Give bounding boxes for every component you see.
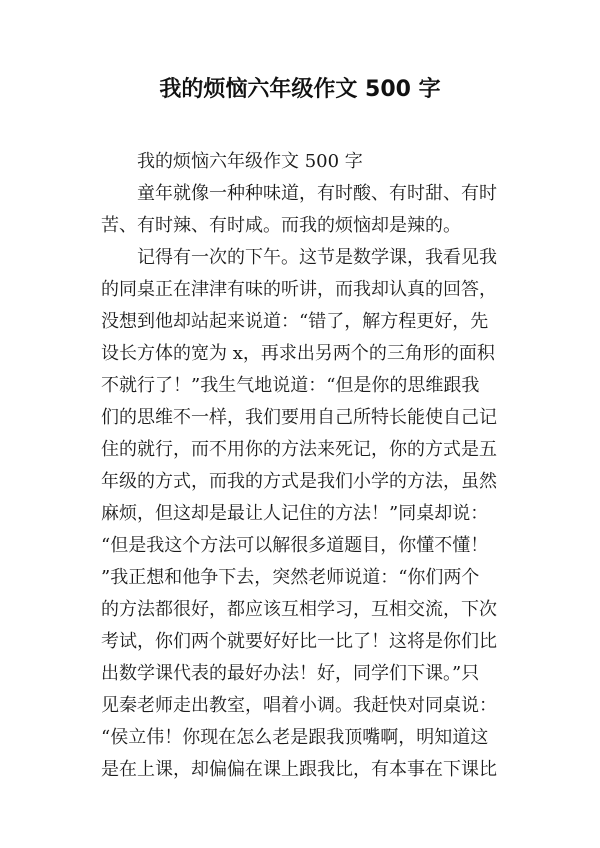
paragraph-line: 的同桌正在津津有味的听讲，而我却认真的回答， [101, 279, 497, 300]
paragraph-line: 童年就像一种种味道，有时酸、有时甜、有时 [137, 183, 497, 204]
paragraph-line: 没想到他却站起来说道：“错了，解方程更好，先 [101, 311, 489, 332]
paragraph-line: 不就行了！”我生气地说道：“但是你的思维跟我 [101, 375, 480, 396]
article-heading-line: 我的烦恼六年级作文 500 字 [137, 151, 363, 172]
paragraph-line: 是在上课，却偏偏在课上跟我比，有本事在下课比 [101, 759, 497, 780]
page-title: 我的烦恼六年级作文 500 字 [159, 77, 441, 102]
paragraph-line: 苦、有时辣、有时咸。而我的烦恼却是辣的。 [101, 215, 461, 236]
paragraph-line: “但是我这个方法可以解很多道题目，你懂不懂！ [101, 535, 489, 556]
paragraph-line: 出数学课代表的最好办法！好，同学们下课。”只 [101, 663, 480, 684]
paragraph-line: 记得有一次的下午。这节是数学课，我看见我 [137, 247, 497, 268]
paragraph-line: 见秦老师走出教室，唱着小调。我赶快对同桌说： [101, 695, 497, 716]
paragraph-line: 考试，你们两个就要好好比一比了！这将是你们比 [101, 631, 497, 652]
article-body [101, 146, 511, 786]
paragraph-line: “侯立伟！你现在怎么老是跟我顶嘴啊，明知道这 [101, 727, 489, 748]
paragraph-line: 住的就行，而不用你的方法来死记，你的方式是五 [101, 439, 497, 460]
paragraph-line: 年级的方式，而我的方式是我们小学的方法，虽然 [101, 471, 497, 492]
paragraph-line: 的方法都很好，都应该互相学习，互相交流，下次 [101, 599, 497, 620]
paragraph-line: 麻烦，但这却是最让人记住的方法！”同桌却说： [101, 503, 489, 524]
paragraph-line: ”我正想和他争下去，突然老师说道：“你们两个 [101, 567, 480, 588]
paragraph-line: 们的思维不一样，我们要用自己所特长能使自己记 [101, 407, 497, 428]
paragraph-line: 设长方体的宽为 x，再求出另两个的三角形的面积 [101, 343, 495, 364]
